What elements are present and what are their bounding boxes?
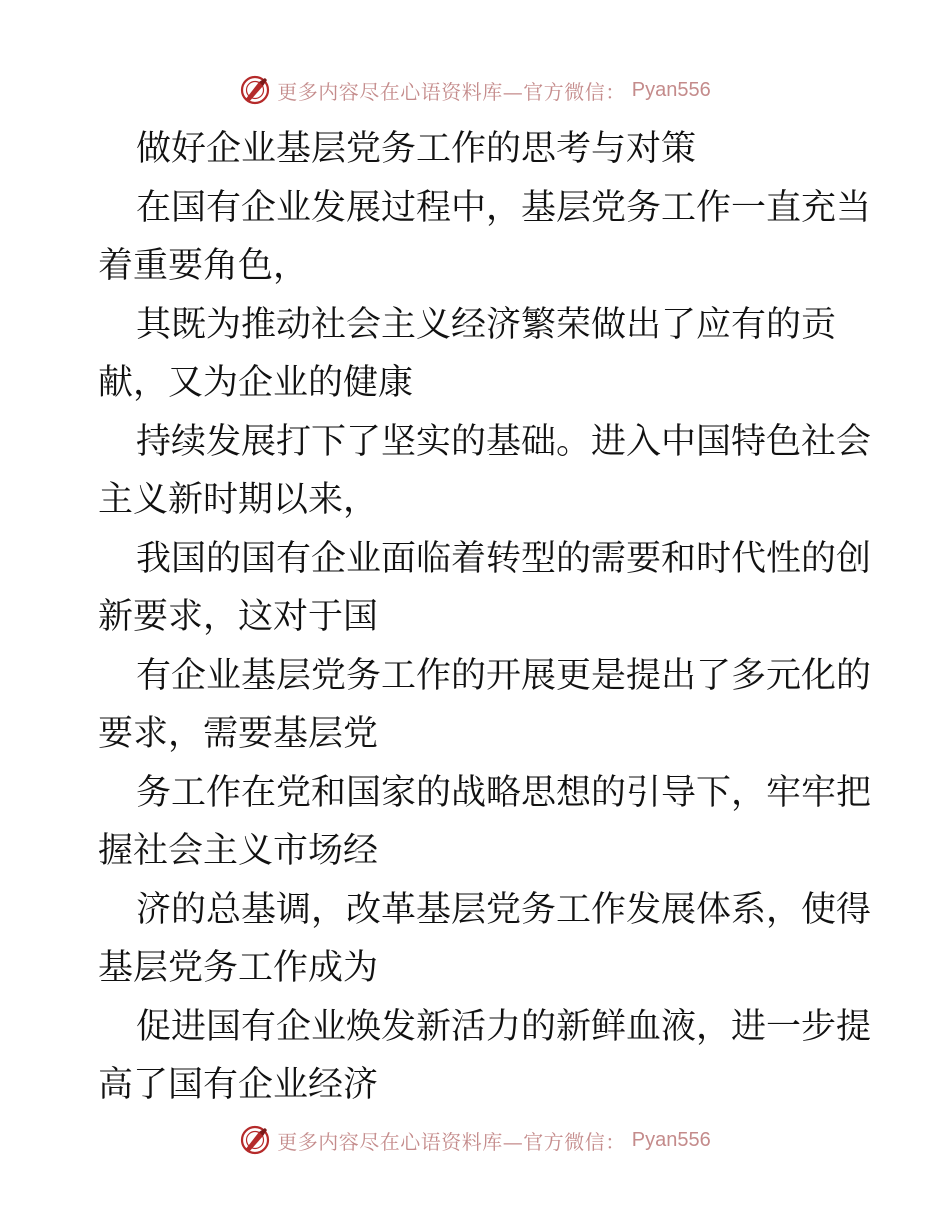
footer-banner-text: 更多内容尽在心语资料库—官方微信： [277,1129,626,1154]
text-line: 新要求，这对于国 [98,597,379,637]
text-line: 献，又为企业的健康 [98,363,414,403]
header-banner-text: 更多内容尽在心语资料库—官方微信： [277,79,626,104]
footer-banner [0,1120,950,1160]
text-line: 促进国有企业焕发新活力的新鲜血液，进一步提 [136,1006,872,1047]
text-line: 高了国有企业经济 [98,1065,379,1105]
pen-nib-logo-icon [239,1124,271,1156]
header-banner [0,70,950,110]
text-line: 其既为推动社会主义经济繁荣做出了应有的贡 [136,304,837,345]
text-line: 持续发展打下了坚实的基础。进入中国特色社会 [136,421,872,462]
text-line: 有企业基层党务工作的开展更是提出了多元化的 [136,655,872,696]
document-title: 做好企业基层党务工作的思考与对策 [136,129,697,169]
text-line: 着重要角色， [98,246,309,286]
text-line: 务工作在党和国家的战略思想的引导下，牢牢把 [136,772,872,813]
text-line: 要求，需要基层党 [98,714,379,754]
text-line: 在国有企业发展过程中，基层党务工作一直充当 [136,187,872,228]
text-line: 基层党务工作成为 [98,948,379,988]
document-body [98,120,872,1115]
text-line: 济的总基调，改革基层党务工作发展体系，使得 [136,889,872,930]
text-line: 我国的国有企业面临着转型的需要和时代性的创 [136,538,872,579]
header-wechat-id: Pyan556 [631,78,711,101]
text-line: 主义新时期以来， [98,480,379,520]
text-line: 握社会主义市场经 [98,831,379,871]
footer-wechat-id: Pyan556 [631,1128,711,1151]
pen-nib-logo-icon [239,74,271,106]
